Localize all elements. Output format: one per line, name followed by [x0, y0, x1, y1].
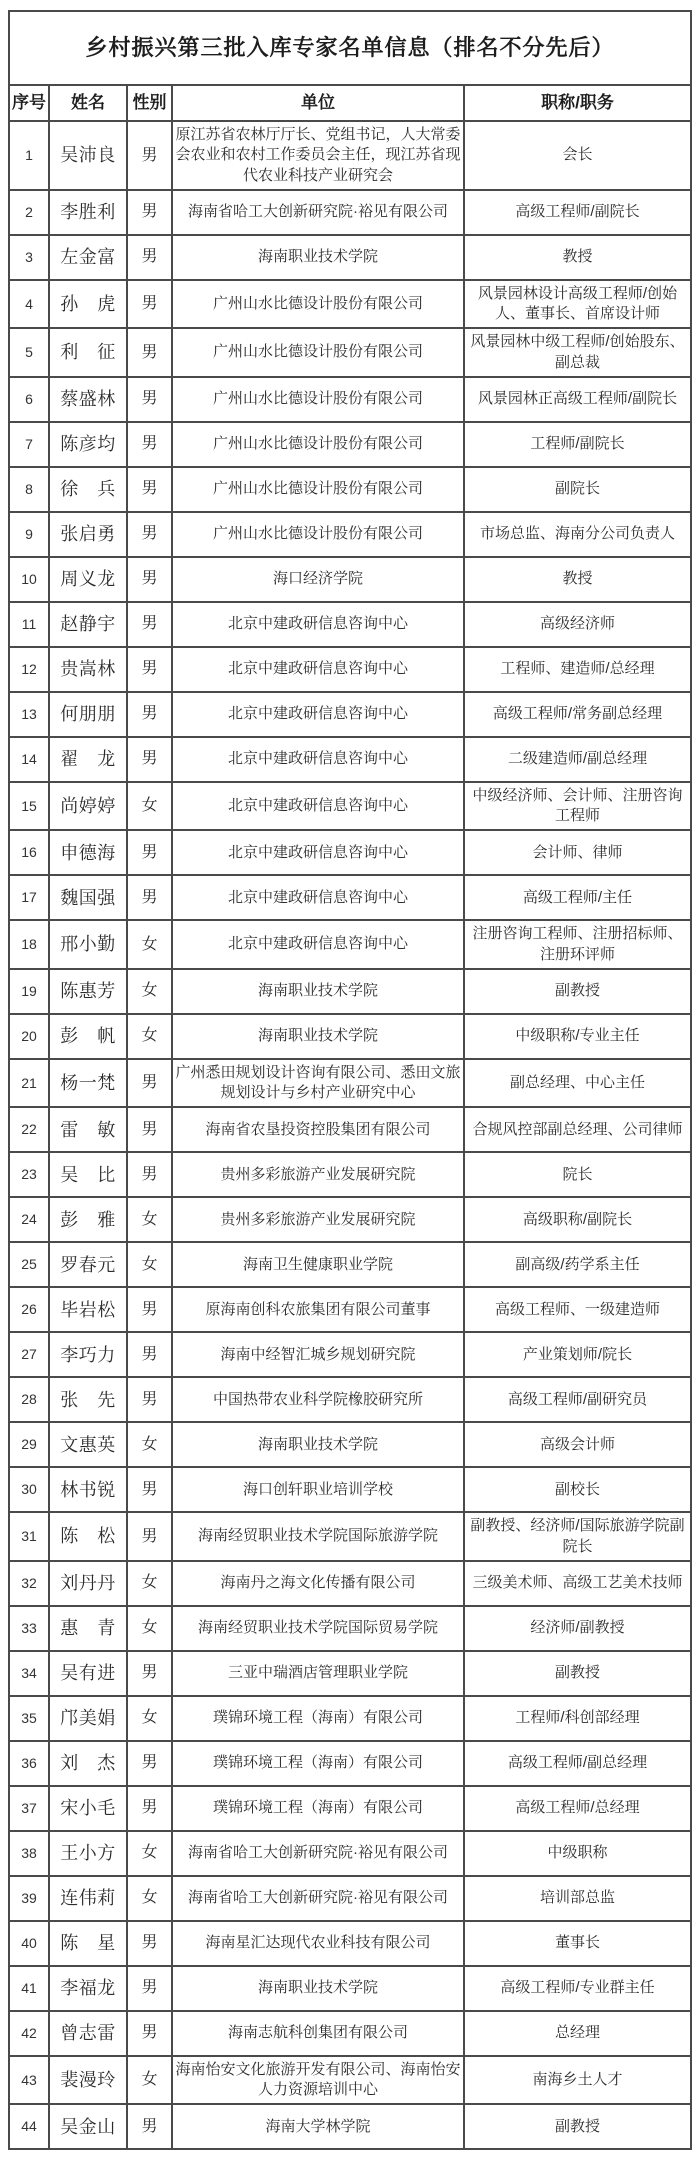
- cell-title: 中级职称: [464, 1831, 691, 1876]
- cell-index: 35: [9, 1696, 49, 1741]
- expert-list-table: [8, 10, 692, 2150]
- cell-name: 蔡盛林: [49, 377, 127, 422]
- table-row: [9, 1422, 691, 1467]
- cell-org: 北京中建政研信息咨询中心: [172, 875, 464, 920]
- header-gender: 性别: [127, 85, 172, 121]
- cell-index: 6: [9, 377, 49, 422]
- cell-title: 风景园林中级工程师/创始股东、副总裁: [464, 328, 691, 377]
- cell-name: 王小方: [49, 1831, 127, 1876]
- cell-index: 41: [9, 1966, 49, 2011]
- cell-org: 璞锦环境工程（海南）有限公司: [172, 1696, 464, 1741]
- cell-name: 何朋朋: [49, 692, 127, 737]
- cell-title: 总经理: [464, 2011, 691, 2056]
- cell-gender: 男: [127, 1786, 172, 1831]
- cell-gender: 女: [127, 1242, 172, 1287]
- cell-org: 海南中经智汇城乡规划研究院: [172, 1332, 464, 1377]
- cell-org: 海南职业技术学院: [172, 1014, 464, 1059]
- cell-name: 吴 比: [49, 1152, 127, 1197]
- cell-title: 工程师/科创部经理: [464, 1696, 691, 1741]
- table-row: [9, 875, 691, 920]
- table-row: [9, 1332, 691, 1377]
- cell-gender: 男: [127, 235, 172, 280]
- cell-gender: 男: [127, 737, 172, 782]
- cell-org: 广州山水比德设计股份有限公司: [172, 377, 464, 422]
- table-row: [9, 2056, 691, 2105]
- cell-name: 雷 敏: [49, 1107, 127, 1152]
- table-row: [9, 377, 691, 422]
- cell-gender: 男: [127, 1107, 172, 1152]
- cell-org: 海南省哈工大创新研究院·裕见有限公司: [172, 1876, 464, 1921]
- cell-name: 刘丹丹: [49, 1561, 127, 1606]
- table-row: [9, 1696, 691, 1741]
- table-row: [9, 1197, 691, 1242]
- cell-index: 18: [9, 920, 49, 969]
- cell-org: 海南省哈工大创新研究院·裕见有限公司: [172, 1831, 464, 1876]
- cell-title: 工程师/副院长: [464, 422, 691, 467]
- cell-org: 广州山水比德设计股份有限公司: [172, 422, 464, 467]
- cell-gender: 女: [127, 1197, 172, 1242]
- table-row: [9, 920, 691, 969]
- cell-name: 杨一梵: [49, 1059, 127, 1108]
- table-row: [9, 512, 691, 557]
- cell-index: 1: [9, 121, 49, 190]
- cell-name: 陈 星: [49, 1921, 127, 1966]
- cell-gender: 男: [127, 467, 172, 512]
- cell-gender: 男: [127, 1651, 172, 1696]
- cell-gender: 女: [127, 1831, 172, 1876]
- cell-name: 李福龙: [49, 1966, 127, 2011]
- cell-gender: 男: [127, 1966, 172, 2011]
- cell-name: 陈惠芳: [49, 969, 127, 1014]
- cell-title: 注册咨询工程师、注册招标师、注册环评师: [464, 920, 691, 969]
- cell-gender: 男: [127, 1921, 172, 1966]
- cell-index: 26: [9, 1287, 49, 1332]
- cell-org: 北京中建政研信息咨询中心: [172, 602, 464, 647]
- cell-name: 彭 帆: [49, 1014, 127, 1059]
- cell-title: 高级经济师: [464, 602, 691, 647]
- cell-name: 魏国强: [49, 875, 127, 920]
- cell-index: 27: [9, 1332, 49, 1377]
- cell-gender: 男: [127, 1377, 172, 1422]
- cell-org: 广州山水比德设计股份有限公司: [172, 328, 464, 377]
- cell-name: 罗春元: [49, 1242, 127, 1287]
- cell-title: 院长: [464, 1152, 691, 1197]
- cell-org: 三亚中瑞酒店管理职业学院: [172, 1651, 464, 1696]
- cell-name: 邢小勤: [49, 920, 127, 969]
- cell-index: 7: [9, 422, 49, 467]
- cell-title: 副高级/药学系主任: [464, 1242, 691, 1287]
- cell-name: 曾志雷: [49, 2011, 127, 2056]
- cell-index: 44: [9, 2104, 49, 2149]
- cell-gender: 男: [127, 1467, 172, 1512]
- cell-org: 海南经贸职业技术学院国际旅游学院: [172, 1512, 464, 1561]
- cell-index: 17: [9, 875, 49, 920]
- table-row: [9, 1152, 691, 1197]
- cell-index: 5: [9, 328, 49, 377]
- cell-title: 培训部总监: [464, 1876, 691, 1921]
- cell-org: 海南职业技术学院: [172, 235, 464, 280]
- cell-title: 中级职称/专业主任: [464, 1014, 691, 1059]
- cell-gender: 男: [127, 602, 172, 647]
- cell-org: 海南职业技术学院: [172, 1966, 464, 2011]
- cell-name: 刘 杰: [49, 1741, 127, 1786]
- cell-title: 高级职称/副院长: [464, 1197, 691, 1242]
- cell-name: 徐 兵: [49, 467, 127, 512]
- cell-gender: 男: [127, 1512, 172, 1561]
- cell-name: 周义龙: [49, 557, 127, 602]
- cell-org: 海南职业技术学院: [172, 969, 464, 1014]
- header-org: 单位: [172, 85, 464, 121]
- cell-title: 高级工程师/副院长: [464, 190, 691, 235]
- cell-name: 惠 青: [49, 1606, 127, 1651]
- cell-index: 28: [9, 1377, 49, 1422]
- cell-org: 海南志航科创集团有限公司: [172, 2011, 464, 2056]
- cell-title: 风景园林设计高级工程师/创始人、董事长、首席设计师: [464, 280, 691, 329]
- cell-title: 会长: [464, 121, 691, 190]
- cell-org: 广州山水比德设计股份有限公司: [172, 467, 464, 512]
- table-row: [9, 1966, 691, 2011]
- cell-title: 高级工程师、一级建造师: [464, 1287, 691, 1332]
- table-row: [9, 121, 691, 190]
- cell-gender: 男: [127, 377, 172, 422]
- cell-index: 42: [9, 2011, 49, 2056]
- cell-title: 董事长: [464, 1921, 691, 1966]
- cell-name: 吴有进: [49, 1651, 127, 1696]
- cell-title: 中级经济师、会计师、注册咨询工程师: [464, 782, 691, 831]
- cell-org: 广州悉田规划设计咨询有限公司、悉田文旅规划设计与乡村产业研究中心: [172, 1059, 464, 1108]
- cell-title: 南海乡土人才: [464, 2056, 691, 2105]
- cell-gender: 男: [127, 2104, 172, 2149]
- cell-index: 34: [9, 1651, 49, 1696]
- cell-index: 39: [9, 1876, 49, 1921]
- cell-name: 吴沛良: [49, 121, 127, 190]
- cell-org: 海南卫生健康职业学院: [172, 1242, 464, 1287]
- cell-index: 36: [9, 1741, 49, 1786]
- cell-gender: 女: [127, 1696, 172, 1741]
- table-row: [9, 190, 691, 235]
- cell-name: 尚婷婷: [49, 782, 127, 831]
- cell-gender: 女: [127, 1606, 172, 1651]
- cell-org: 北京中建政研信息咨询中心: [172, 647, 464, 692]
- cell-org: 北京中建政研信息咨询中心: [172, 737, 464, 782]
- table-row: [9, 1014, 691, 1059]
- cell-gender: 男: [127, 1059, 172, 1108]
- cell-name: 张启勇: [49, 512, 127, 557]
- cell-title: 副教授: [464, 2104, 691, 2149]
- table-row: [9, 830, 691, 875]
- table-row: [9, 1786, 691, 1831]
- table-row: [9, 1107, 691, 1152]
- table-row: [9, 647, 691, 692]
- cell-title: 高级工程师/副总经理: [464, 1741, 691, 1786]
- cell-org: 中国热带农业科学院橡胶研究所: [172, 1377, 464, 1422]
- table-row: [9, 1561, 691, 1606]
- cell-org: 北京中建政研信息咨询中心: [172, 692, 464, 737]
- cell-gender: 男: [127, 121, 172, 190]
- cell-index: 33: [9, 1606, 49, 1651]
- cell-title: 教授: [464, 235, 691, 280]
- cell-name: 宋小毛: [49, 1786, 127, 1831]
- cell-gender: 女: [127, 1014, 172, 1059]
- header-index: 序号: [9, 85, 49, 121]
- cell-index: 15: [9, 782, 49, 831]
- cell-org: 广州山水比德设计股份有限公司: [172, 512, 464, 557]
- cell-title: 副教授、经济师/国际旅游学院副院长: [464, 1512, 691, 1561]
- cell-gender: 男: [127, 647, 172, 692]
- table-row: [9, 1467, 691, 1512]
- table-row: [9, 280, 691, 329]
- table-row: [9, 1921, 691, 1966]
- cell-index: 10: [9, 557, 49, 602]
- cell-name: 翟 龙: [49, 737, 127, 782]
- cell-index: 43: [9, 2056, 49, 2105]
- cell-index: 32: [9, 1561, 49, 1606]
- table-row: [9, 602, 691, 647]
- cell-title: 副总经理、中心主任: [464, 1059, 691, 1108]
- table-row: [9, 1287, 691, 1332]
- table-row: [9, 1377, 691, 1422]
- header-name: 姓名: [49, 85, 127, 121]
- cell-name: 左金富: [49, 235, 127, 280]
- cell-title: 副校长: [464, 1467, 691, 1512]
- cell-title: 经济师/副教授: [464, 1606, 691, 1651]
- cell-index: 9: [9, 512, 49, 557]
- cell-gender: 男: [127, 190, 172, 235]
- cell-title: 风景园林正高级工程师/副院长: [464, 377, 691, 422]
- cell-index: 21: [9, 1059, 49, 1108]
- cell-index: 22: [9, 1107, 49, 1152]
- cell-title: 副教授: [464, 969, 691, 1014]
- cell-gender: 男: [127, 422, 172, 467]
- cell-org: 贵州多彩旅游产业发展研究院: [172, 1152, 464, 1197]
- cell-org: 贵州多彩旅游产业发展研究院: [172, 1197, 464, 1242]
- cell-org: 璞锦环境工程（海南）有限公司: [172, 1741, 464, 1786]
- cell-index: 16: [9, 830, 49, 875]
- cell-gender: 男: [127, 557, 172, 602]
- cell-name: 李巧力: [49, 1332, 127, 1377]
- cell-org: 海口创轩职业培训学校: [172, 1467, 464, 1512]
- cell-gender: 男: [127, 512, 172, 557]
- cell-name: 彭 雅: [49, 1197, 127, 1242]
- table-row: [9, 1512, 691, 1561]
- table-row: [9, 2011, 691, 2056]
- cell-index: 19: [9, 969, 49, 1014]
- cell-index: 2: [9, 190, 49, 235]
- cell-title: 副院长: [464, 467, 691, 512]
- cell-gender: 女: [127, 920, 172, 969]
- cell-index: 8: [9, 467, 49, 512]
- cell-name: 连伟莉: [49, 1876, 127, 1921]
- cell-name: 邝美娟: [49, 1696, 127, 1741]
- cell-org: 北京中建政研信息咨询中心: [172, 830, 464, 875]
- table-row: [9, 235, 691, 280]
- cell-name: 贵嵩林: [49, 647, 127, 692]
- header-title: 职称/职务: [464, 85, 691, 121]
- table-row: [9, 2104, 691, 2149]
- table-row: [9, 1059, 691, 1108]
- table-body: [9, 121, 691, 2149]
- table-row: [9, 1606, 691, 1651]
- cell-gender: 女: [127, 1561, 172, 1606]
- cell-title: 高级工程师/总经理: [464, 1786, 691, 1831]
- table-row: [9, 1651, 691, 1696]
- table-row: [9, 782, 691, 831]
- table-row: [9, 969, 691, 1014]
- cell-index: 14: [9, 737, 49, 782]
- table-row: [9, 1741, 691, 1786]
- cell-org: 广州山水比德设计股份有限公司: [172, 280, 464, 329]
- cell-gender: 女: [127, 1422, 172, 1467]
- header-row: [9, 85, 691, 121]
- table-row: [9, 1242, 691, 1287]
- cell-name: 文惠英: [49, 1422, 127, 1467]
- cell-gender: 女: [127, 969, 172, 1014]
- cell-index: 38: [9, 1831, 49, 1876]
- cell-index: 40: [9, 1921, 49, 1966]
- cell-org: 北京中建政研信息咨询中心: [172, 782, 464, 831]
- title-row: [9, 11, 691, 85]
- cell-name: 陈彦均: [49, 422, 127, 467]
- cell-index: 3: [9, 235, 49, 280]
- cell-gender: 男: [127, 1287, 172, 1332]
- cell-name: 孙 虎: [49, 280, 127, 329]
- cell-org: 海南职业技术学院: [172, 1422, 464, 1467]
- cell-gender: 女: [127, 2056, 172, 2105]
- cell-gender: 女: [127, 1876, 172, 1921]
- cell-title: 三级美术师、高级工艺美术技师: [464, 1561, 691, 1606]
- cell-title: 高级工程师/主任: [464, 875, 691, 920]
- cell-gender: 女: [127, 782, 172, 831]
- cell-title: 市场总监、海南分公司负责人: [464, 512, 691, 557]
- cell-org: 海口经济学院: [172, 557, 464, 602]
- cell-title: 教授: [464, 557, 691, 602]
- cell-title: 高级工程师/常务副总经理: [464, 692, 691, 737]
- cell-gender: 男: [127, 1741, 172, 1786]
- cell-name: 李胜利: [49, 190, 127, 235]
- cell-gender: 男: [127, 830, 172, 875]
- cell-index: 30: [9, 1467, 49, 1512]
- cell-gender: 男: [127, 2011, 172, 2056]
- cell-index: 13: [9, 692, 49, 737]
- table-row: [9, 737, 691, 782]
- cell-title: 合规风控部副总经理、公司律师: [464, 1107, 691, 1152]
- cell-index: 12: [9, 647, 49, 692]
- cell-index: 31: [9, 1512, 49, 1561]
- table-row: [9, 328, 691, 377]
- cell-name: 林书锐: [49, 1467, 127, 1512]
- cell-name: 毕岩松: [49, 1287, 127, 1332]
- cell-org: 海南省农垦投资控股集团有限公司: [172, 1107, 464, 1152]
- cell-org: 海南星汇达现代农业科技有限公司: [172, 1921, 464, 1966]
- cell-org: 北京中建政研信息咨询中心: [172, 920, 464, 969]
- cell-index: 23: [9, 1152, 49, 1197]
- cell-gender: 男: [127, 1152, 172, 1197]
- cell-title: 高级会计师: [464, 1422, 691, 1467]
- cell-name: 利 征: [49, 328, 127, 377]
- cell-org: 璞锦环境工程（海南）有限公司: [172, 1786, 464, 1831]
- cell-name: 吴金山: [49, 2104, 127, 2149]
- cell-index: 4: [9, 280, 49, 329]
- document-title: 乡村振兴第三批入库专家名单信息（排名不分先后）: [9, 11, 691, 85]
- cell-name: 陈 松: [49, 1512, 127, 1561]
- cell-title: 会计师、律师: [464, 830, 691, 875]
- cell-gender: 男: [127, 875, 172, 920]
- cell-title: 产业策划师/院长: [464, 1332, 691, 1377]
- cell-index: 25: [9, 1242, 49, 1287]
- cell-title: 二级建造师/副总经理: [464, 737, 691, 782]
- cell-title: 高级工程师/副研究员: [464, 1377, 691, 1422]
- cell-org: 海南省哈工大创新研究院·裕见有限公司: [172, 190, 464, 235]
- cell-org: 海南大学林学院: [172, 2104, 464, 2149]
- cell-title: 副教授: [464, 1651, 691, 1696]
- cell-org: 原江苏省农林厅厅长、党组书记，人大常委会农业和农村工作委员会主任，现江苏省现代农业科技产业研究会: [172, 121, 464, 190]
- cell-name: 申德海: [49, 830, 127, 875]
- table-row: [9, 692, 691, 737]
- table-row: [9, 1876, 691, 1921]
- cell-gender: 男: [127, 328, 172, 377]
- cell-index: 20: [9, 1014, 49, 1059]
- table-row: [9, 557, 691, 602]
- cell-name: 赵静宇: [49, 602, 127, 647]
- table-row: [9, 422, 691, 467]
- cell-index: 11: [9, 602, 49, 647]
- cell-gender: 男: [127, 1332, 172, 1377]
- cell-index: 29: [9, 1422, 49, 1467]
- cell-org: 海南丹之海文化传播有限公司: [172, 1561, 464, 1606]
- cell-name: 张 先: [49, 1377, 127, 1422]
- cell-index: 24: [9, 1197, 49, 1242]
- cell-gender: 男: [127, 280, 172, 329]
- cell-name: 裴漫玲: [49, 2056, 127, 2105]
- table-row: [9, 467, 691, 512]
- cell-title: 高级工程师/专业群主任: [464, 1966, 691, 2011]
- cell-org: 原海南创科农旅集团有限公司董事: [172, 1287, 464, 1332]
- cell-gender: 男: [127, 692, 172, 737]
- cell-org: 海南经贸职业技术学院国际贸易学院: [172, 1606, 464, 1651]
- cell-index: 37: [9, 1786, 49, 1831]
- table-row: [9, 1831, 691, 1876]
- cell-title: 工程师、建造师/总经理: [464, 647, 691, 692]
- cell-org: 海南怡安文化旅游开发有限公司、海南怡安人力资源培训中心: [172, 2056, 464, 2105]
